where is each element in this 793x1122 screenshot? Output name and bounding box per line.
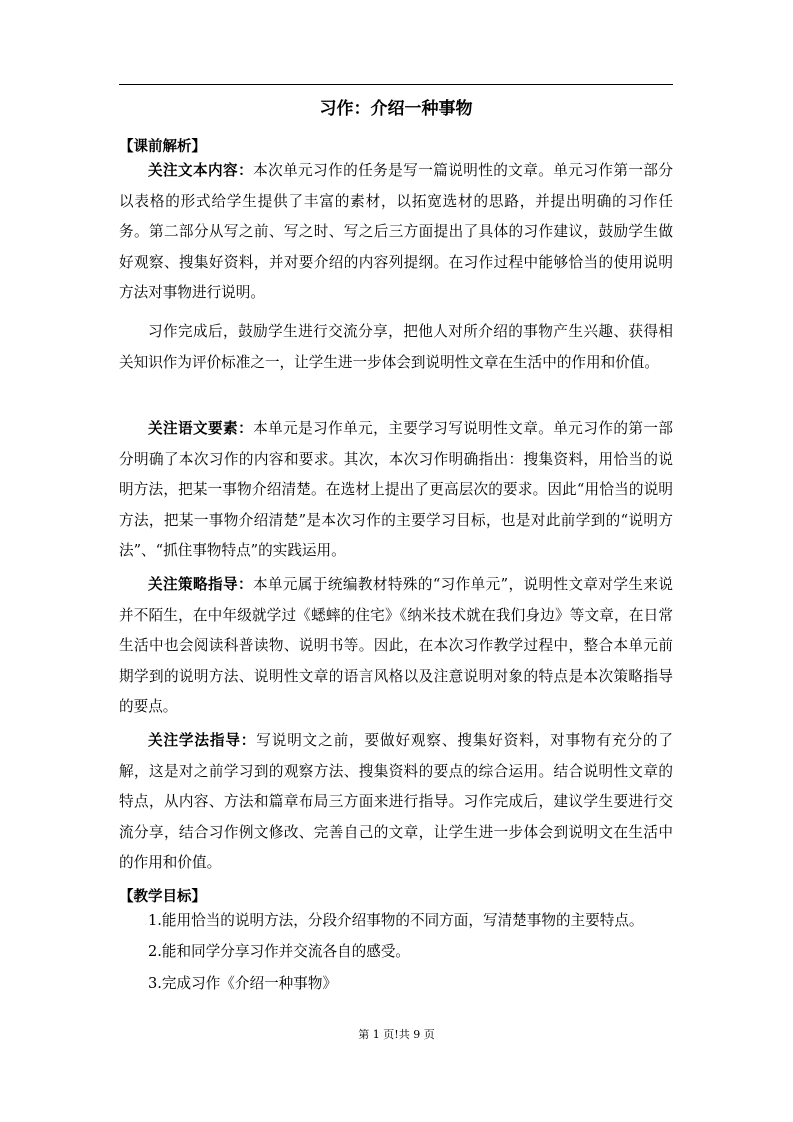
paragraph-body: 习作完成后，鼓励学生进行交流分享，把他人对所介绍的事物产生兴趣、获得相关知识作为评价标准之一，让学生进一步体会到说明性文章在生活中的作用和价值。 [119, 323, 673, 371]
header-rule [119, 84, 673, 85]
paragraph-lead: 关注文本内容： [148, 162, 254, 179]
paragraph-body: 写说明文之前，要做好观察、搜集好资料，对事物有充分的了解，这是对之前学习到的观察方法、搜集资料的要点的综合运用。结合说明性文章的特点，从内容、方法和篇章布局三方面来进行指导。习作完成后，建议学生要进行交流分享，结合习作例文修改、完善自己的文章，让学生进一步体会到说明文在生活中的作用和价值。 [119, 732, 673, 871]
page-footer: 第 1 页!共 9 页 [358, 1028, 435, 1041]
paragraph-sharing [119, 317, 673, 378]
goal-item: 1.能用恰当的说明方法，分段介绍事物的不同方面，写清楚事物的主要特点。 [148, 912, 644, 929]
goal-item: 3.完成习作《介绍一种事物》 [148, 975, 338, 992]
page-title: 习作：介绍一种事物 [319, 99, 473, 119]
paragraph-text-content [119, 156, 673, 309]
paragraph-method [119, 726, 673, 879]
goal-item: 2.能和同学分享习作并交流各自的感受。 [148, 943, 411, 960]
paragraph-lead: 关注学法指导： [148, 732, 257, 749]
section-heading-goals: 【教学目标】 [119, 888, 206, 905]
paragraph-language-elements [119, 414, 673, 567]
paragraph-body: 本次单元习作的任务是写一篇说明性的文章。单元习作第一部分以表格的形式给学生提供了丰富的素材，以拓宽选材的思路，并提出明确的习作任务。第二部分从写之前、写之时、写之后三方面提出了具体的习作建议，鼓励学生做好观察、搜集好资料，并对要介绍的内容列提纲。在习作过程中能够恰当的使用说明方法对事物进行说明。 [119, 162, 673, 301]
paragraph-body: 本单元是习作单元，主要学习写说明性文章。单元习作的第一部分明确了本次习作的内容和要求。其次，本次习作明确指出：搜集资料，用恰当的说明方法，把某一事物介绍清楚。在选材上提出了更高层次的要求。因此“用恰当的说明方法，把某一事物介绍清楚”是本次习作的主要学习目标，也是对此前学到的“说明方法”、“抓住事物特点”的实践运用。 [119, 420, 673, 559]
paragraph-lead: 关注策略指导： [148, 576, 253, 593]
section-heading-analysis: 【课前解析】 [119, 138, 206, 155]
paragraph-body: 本单元属于统编教材特殊的“习作单元”，说明性文章对学生来说并不陌生，在中年级就学过《蟋蟀的住宅》《纳米技术就在我们身边》等文章，在日常生活中也会阅读科普读物、说明书等。因此，在本次习作教学过程中，整合本单元前期学到的说明方法、说明性文章的语言风格以及注意说明对象的特点是本次策略指导的要点。 [119, 576, 673, 715]
paragraph-lead: 关注语文要素： [148, 420, 254, 437]
paragraph-strategy [119, 570, 673, 723]
